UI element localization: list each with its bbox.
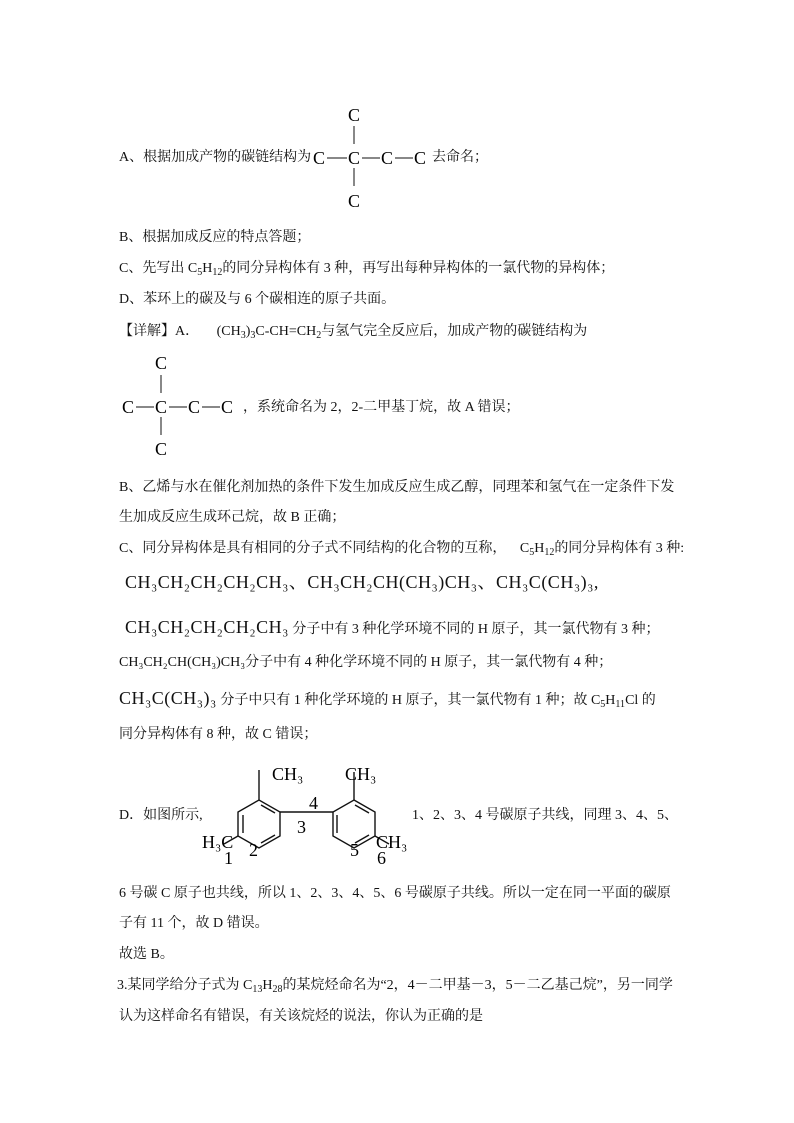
isomer-1-line: CH₃CH₂CH₂CH₂CH₃ 分子中有 3 种化学环境不同的 H 原子，其一氯代物有 3 种； (125, 617, 660, 637)
skeleton-atom: C (155, 439, 168, 459)
carbon-skeleton-1 (313, 100, 433, 212)
detail-a-name: ，系统命名为 2，2-二甲基丁烷，故 A 错误； (243, 400, 520, 415)
atom-number: 1 (224, 848, 233, 868)
isomer-formulas: CH₃CH₂CH₂CH₂CH₃、CH₃CH₂CH(CH₃)CH₃、CH₃C(CH₃)₃, (125, 572, 599, 592)
skeleton-atom: C (122, 397, 135, 417)
dimethylbiphenyl-structure (202, 760, 414, 868)
aromatic-bond (261, 835, 275, 843)
line-c: C、先写出 $C_5H_{12}$的同分异构体有 3 种，再写出每种异构体的一氯代物的异构体； (119, 261, 615, 278)
question-3-line-2: 认为这样命名有错误，有关该烷烃的说法，你认为正确的是 (119, 1009, 483, 1024)
methyl-label: CH₃ (272, 764, 304, 784)
line-a (119, 148, 311, 168)
atom-number: 2 (249, 840, 258, 860)
detail-c-1: C、同分异构体是具有相同的分子式不同结构的化合物的互称， $C_5H_{12}$的同分异构体有 3 种: (119, 541, 685, 558)
detail-d-pre: D．如图所示, (119, 808, 203, 823)
neopentane-formula: CH₃C(CH₃)₃ (496, 572, 594, 592)
skeleton-atom: C (313, 148, 326, 168)
methyl-label: CH₃ (345, 764, 377, 784)
methyl-label: CH₃ (376, 832, 408, 852)
detail-b-2: 生加成反应生成环己烷，故 B 正确； (119, 510, 346, 525)
atom-number: 3 (297, 817, 306, 837)
isomer-3-line: CH₃C(CH₃)₃ 分子中只有 1 种化学环境的 H 原子，其一氯代物有 1 种；故 $C_5H_{11}Cl$ 的 (119, 688, 656, 710)
detail-d-post: 1、2、3、4 号碳原子共线，同理 3、4、5、 (412, 808, 678, 823)
carbon-skeleton-2 (122, 350, 242, 462)
skeleton-atom: C (348, 105, 361, 125)
line-a-prefix: A、根据加成产物的碳链结构为 (119, 150, 312, 165)
isopentane-formula: CH₃CH₂CH(CH₃)CH₃ (307, 572, 478, 592)
skeleton-atom: C (348, 148, 361, 168)
aromatic-bond (355, 805, 369, 813)
pentane-formula-2: CH₃CH₂CH₂CH₂CH₃ (125, 617, 289, 637)
neopentane-formula-2: CH₃C(CH₃)₃ (119, 688, 217, 708)
detail-d-2: 6 号碳 C 原子也共线，所以 1、2、3、4、5、6 号碳原子共线。所以一定在同一平面的碳原 (119, 886, 671, 901)
line-d: D、苯环上的碳及与 6 个碳相连的原子共面。 (119, 292, 396, 307)
aromatic-bond (261, 805, 275, 813)
atom-number: 4 (309, 793, 318, 813)
question-3-line-1: 3.某同学给分子式为 $C_{13}H_{28}$的某烷烃命名为“2，4－二甲基－3，5－二乙基己烷”，另一同学 (117, 978, 673, 995)
detail-heading: 【详解】A． (119, 324, 200, 339)
isomer-2-line: CH₃CH₂CH(CH₃)CH₃分子中有 4 种化学环境不同的 H 原子，其一氯代物有 4 种； (119, 655, 613, 670)
answer-line: 故选 B。 (119, 947, 174, 962)
skeleton-atom: C (221, 397, 234, 417)
detail-b-1: B、乙烯与水在催化剂加热的条件下发生加成反应生成乙醇，同理苯和氢气在一定条件下发 (119, 480, 675, 495)
benzene-ring-left (238, 800, 280, 848)
detail-d-3: 子有 11 个，故 D 错误。 (119, 916, 269, 931)
skeleton-atom: C (155, 397, 168, 417)
skeleton-atom: C (381, 148, 394, 168)
line-a-suffix: 去命名； (432, 150, 488, 165)
atom-number: 6 (377, 848, 386, 868)
skeleton-atom: C (414, 148, 427, 168)
line-b: B、根据加成反应的特点答题； (119, 230, 311, 245)
skeleton-atom: C (155, 353, 168, 373)
skeleton-atom: C (188, 397, 201, 417)
skeleton-atom: C (348, 191, 361, 211)
pentane-formula: CH₃CH₂CH₂CH₂CH₃ (125, 572, 289, 592)
detail-a: 【详解】A． $(CH_3)_3C-CH=CH_2$与氢气完全反应后，加成产物的碳链结构为 (119, 324, 588, 341)
methyl-label: H₃C (202, 832, 234, 852)
atom-number: 5 (350, 840, 359, 860)
detail-c-end: 同分异构体有 8 种，故 C 错误； (119, 727, 318, 742)
